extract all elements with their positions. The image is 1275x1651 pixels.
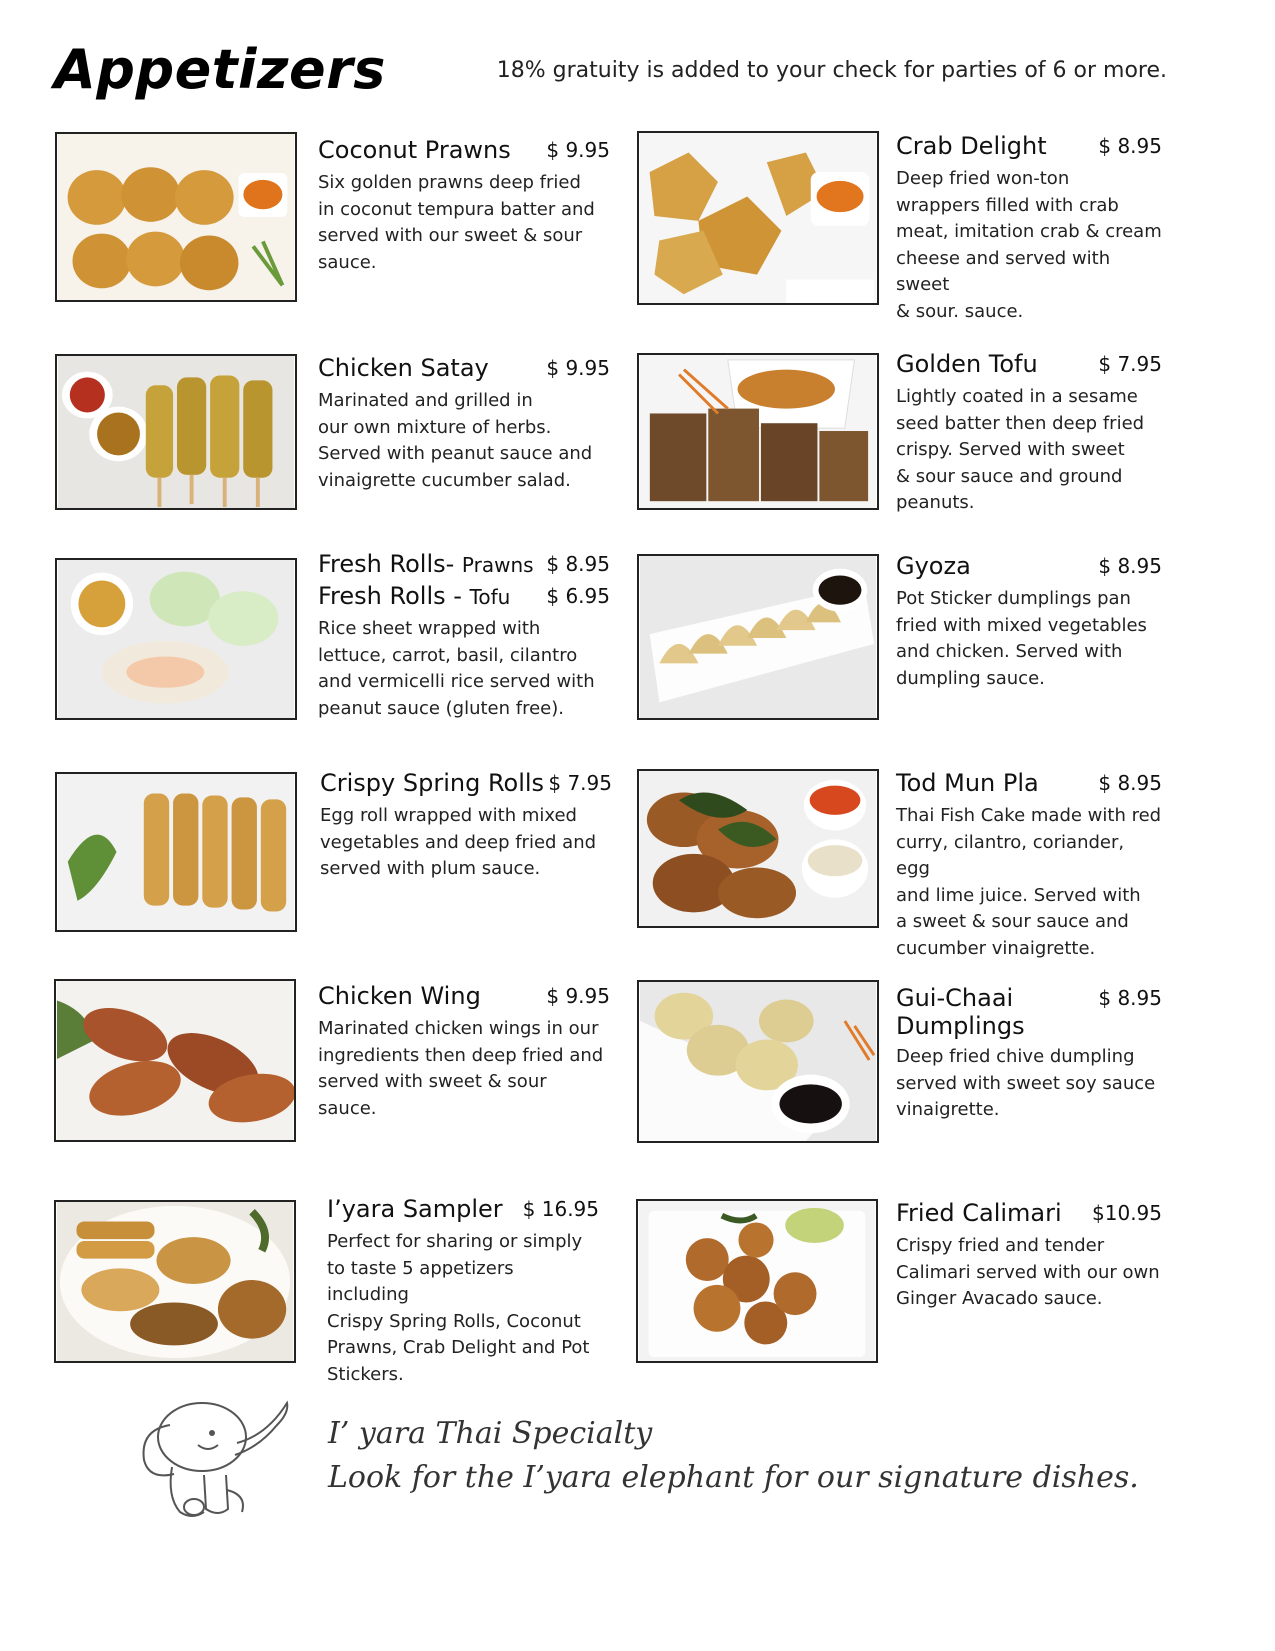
item-description: Crispy fried and tender Calimari served with our own Ginger Avacado sauce. [896, 1235, 1160, 1309]
item-name-tofu: Fresh Rolls - Tofu [318, 582, 511, 610]
chicken-satay-photo [55, 354, 297, 510]
menu-item-gui-chaai-dumplings [896, 984, 1162, 1124]
item-price: $ 9.95 [546, 984, 610, 1008]
menu-item-golden-tofu [896, 350, 1162, 517]
item-name: Crispy Spring Rolls [320, 769, 545, 797]
item-name: Crab Delight [896, 132, 1047, 160]
menu-item-fried-calimari [896, 1199, 1162, 1313]
item-description: Rice sheet wrapped with lettuce, carrot, basil, cilantro and vermicelli rice served with peanut sauce (gluten free). [318, 618, 595, 719]
elephant-logo-icon [132, 1395, 292, 1525]
item-description: Marinated and grilled in our own mixture of herbs. Served with peanut sauce and vinaigrette cucumber salad. [318, 390, 593, 491]
golden-tofu-photo [637, 353, 879, 510]
iyara-sampler-photo [54, 1200, 296, 1363]
item-name: Coconut Prawns [318, 136, 511, 164]
item-name: Fried Calimari [896, 1199, 1062, 1227]
fried-calimari-photo [636, 1199, 878, 1363]
item-price: $ 9.95 [546, 138, 610, 162]
crispy-spring-rolls-photo [55, 772, 297, 932]
item-description: Deep fried won-ton wrappers filled with crab meat, imitation crab & cream cheese and served with sweet & sour. sauce. [896, 168, 1162, 322]
item-price: $ 8.95 [1098, 554, 1162, 578]
item-description: Egg roll wrapped with mixed vegetables and deep fried and served with plum sauce. [320, 805, 597, 879]
item-description: Perfect for sharing or simply to taste 5 appetizers including Crispy Spring Rolls, Coconut Prawns, Crab Delight and Pot Stickers. [327, 1231, 590, 1385]
chicken-wing-photo [54, 979, 296, 1142]
menu-item-crab-delight [896, 132, 1162, 325]
item-name-prawns: Fresh Rolls- Prawns [318, 550, 534, 578]
menu-item-iyara-sampler [327, 1195, 599, 1388]
item-description: Pot Sticker dumplings pan fried with mixed vegetables and chicken. Served with dumpling sauce. [896, 588, 1147, 689]
item-description: Six golden prawns deep fried in coconut tempura batter and served with our sweet & sour sauce. [318, 172, 595, 273]
item-name: I’yara Sampler [327, 1195, 503, 1223]
item-price: $ 8.95 [1098, 771, 1162, 795]
menu-item-crispy-spring-rolls [320, 769, 612, 883]
item-description: Thai Fish Cake made with red curry, cilantro, coriander, egg and lime juice. Served with a sweet & sour sauce and cucumber vinaigrette. [896, 805, 1162, 959]
item-price: $ 7.95 [1098, 352, 1162, 376]
item-price: $ 16.95 [522, 1197, 599, 1221]
item-price: $ 7.95 [548, 771, 612, 795]
menu-item-chicken-wing [318, 982, 610, 1122]
footer-specialty-title: I’ yara Thai Specialty [328, 1416, 653, 1451]
item-price: $ 8.95 [1098, 134, 1162, 158]
item-description: Marinated chicken wings in our ingredients then deep fried and served with sweet & sour sauce. [318, 1018, 604, 1119]
crab-delight-photo [637, 131, 879, 305]
item-price: $10.95 [1092, 1201, 1162, 1225]
gui-chaai-dumplings-photo [637, 980, 879, 1143]
fresh-rolls-photo [55, 558, 297, 720]
menu-item-chicken-satay [318, 354, 610, 494]
menu-item-coconut-prawns [318, 136, 610, 276]
item-price: $ 8.95 [1098, 986, 1162, 1010]
tod-mun-pla-photo [637, 769, 879, 928]
menu-item-tod-mun-pla [896, 769, 1162, 962]
menu-item-fresh-rolls [318, 550, 610, 722]
item-name: Chicken Satay [318, 354, 489, 382]
menu-item-gyoza [896, 552, 1162, 692]
item-name: Golden Tofu [896, 350, 1038, 378]
item-price-prawns: $ 8.95 [546, 552, 610, 576]
item-price: $ 9.95 [546, 356, 610, 380]
item-name: Gyoza [896, 552, 971, 580]
coconut-prawns-photo [55, 132, 297, 302]
item-price-tofu: $ 6.95 [546, 584, 610, 608]
item-name: Gui-Chaai Dumplings [896, 984, 1025, 1040]
item-name: Chicken Wing [318, 982, 481, 1010]
item-description: Deep fried chive dumpling served with sweet soy sauce vinaigrette. [896, 1046, 1156, 1120]
page-title: Appetizers [54, 38, 386, 101]
item-name: Tod Mun Pla [896, 769, 1039, 797]
item-description: Lightly coated in a sesame seed batter then deep fried crispy. Served with sweet & sour sauce and ground peanuts. [896, 386, 1145, 513]
footer-specialty-note: Look for the I’yara elephant for our signature dishes. [328, 1460, 1139, 1495]
gratuity-notice: 18% gratuity is added to your check for parties of 6 or more. [496, 58, 1167, 83]
gyoza-photo [637, 554, 879, 720]
